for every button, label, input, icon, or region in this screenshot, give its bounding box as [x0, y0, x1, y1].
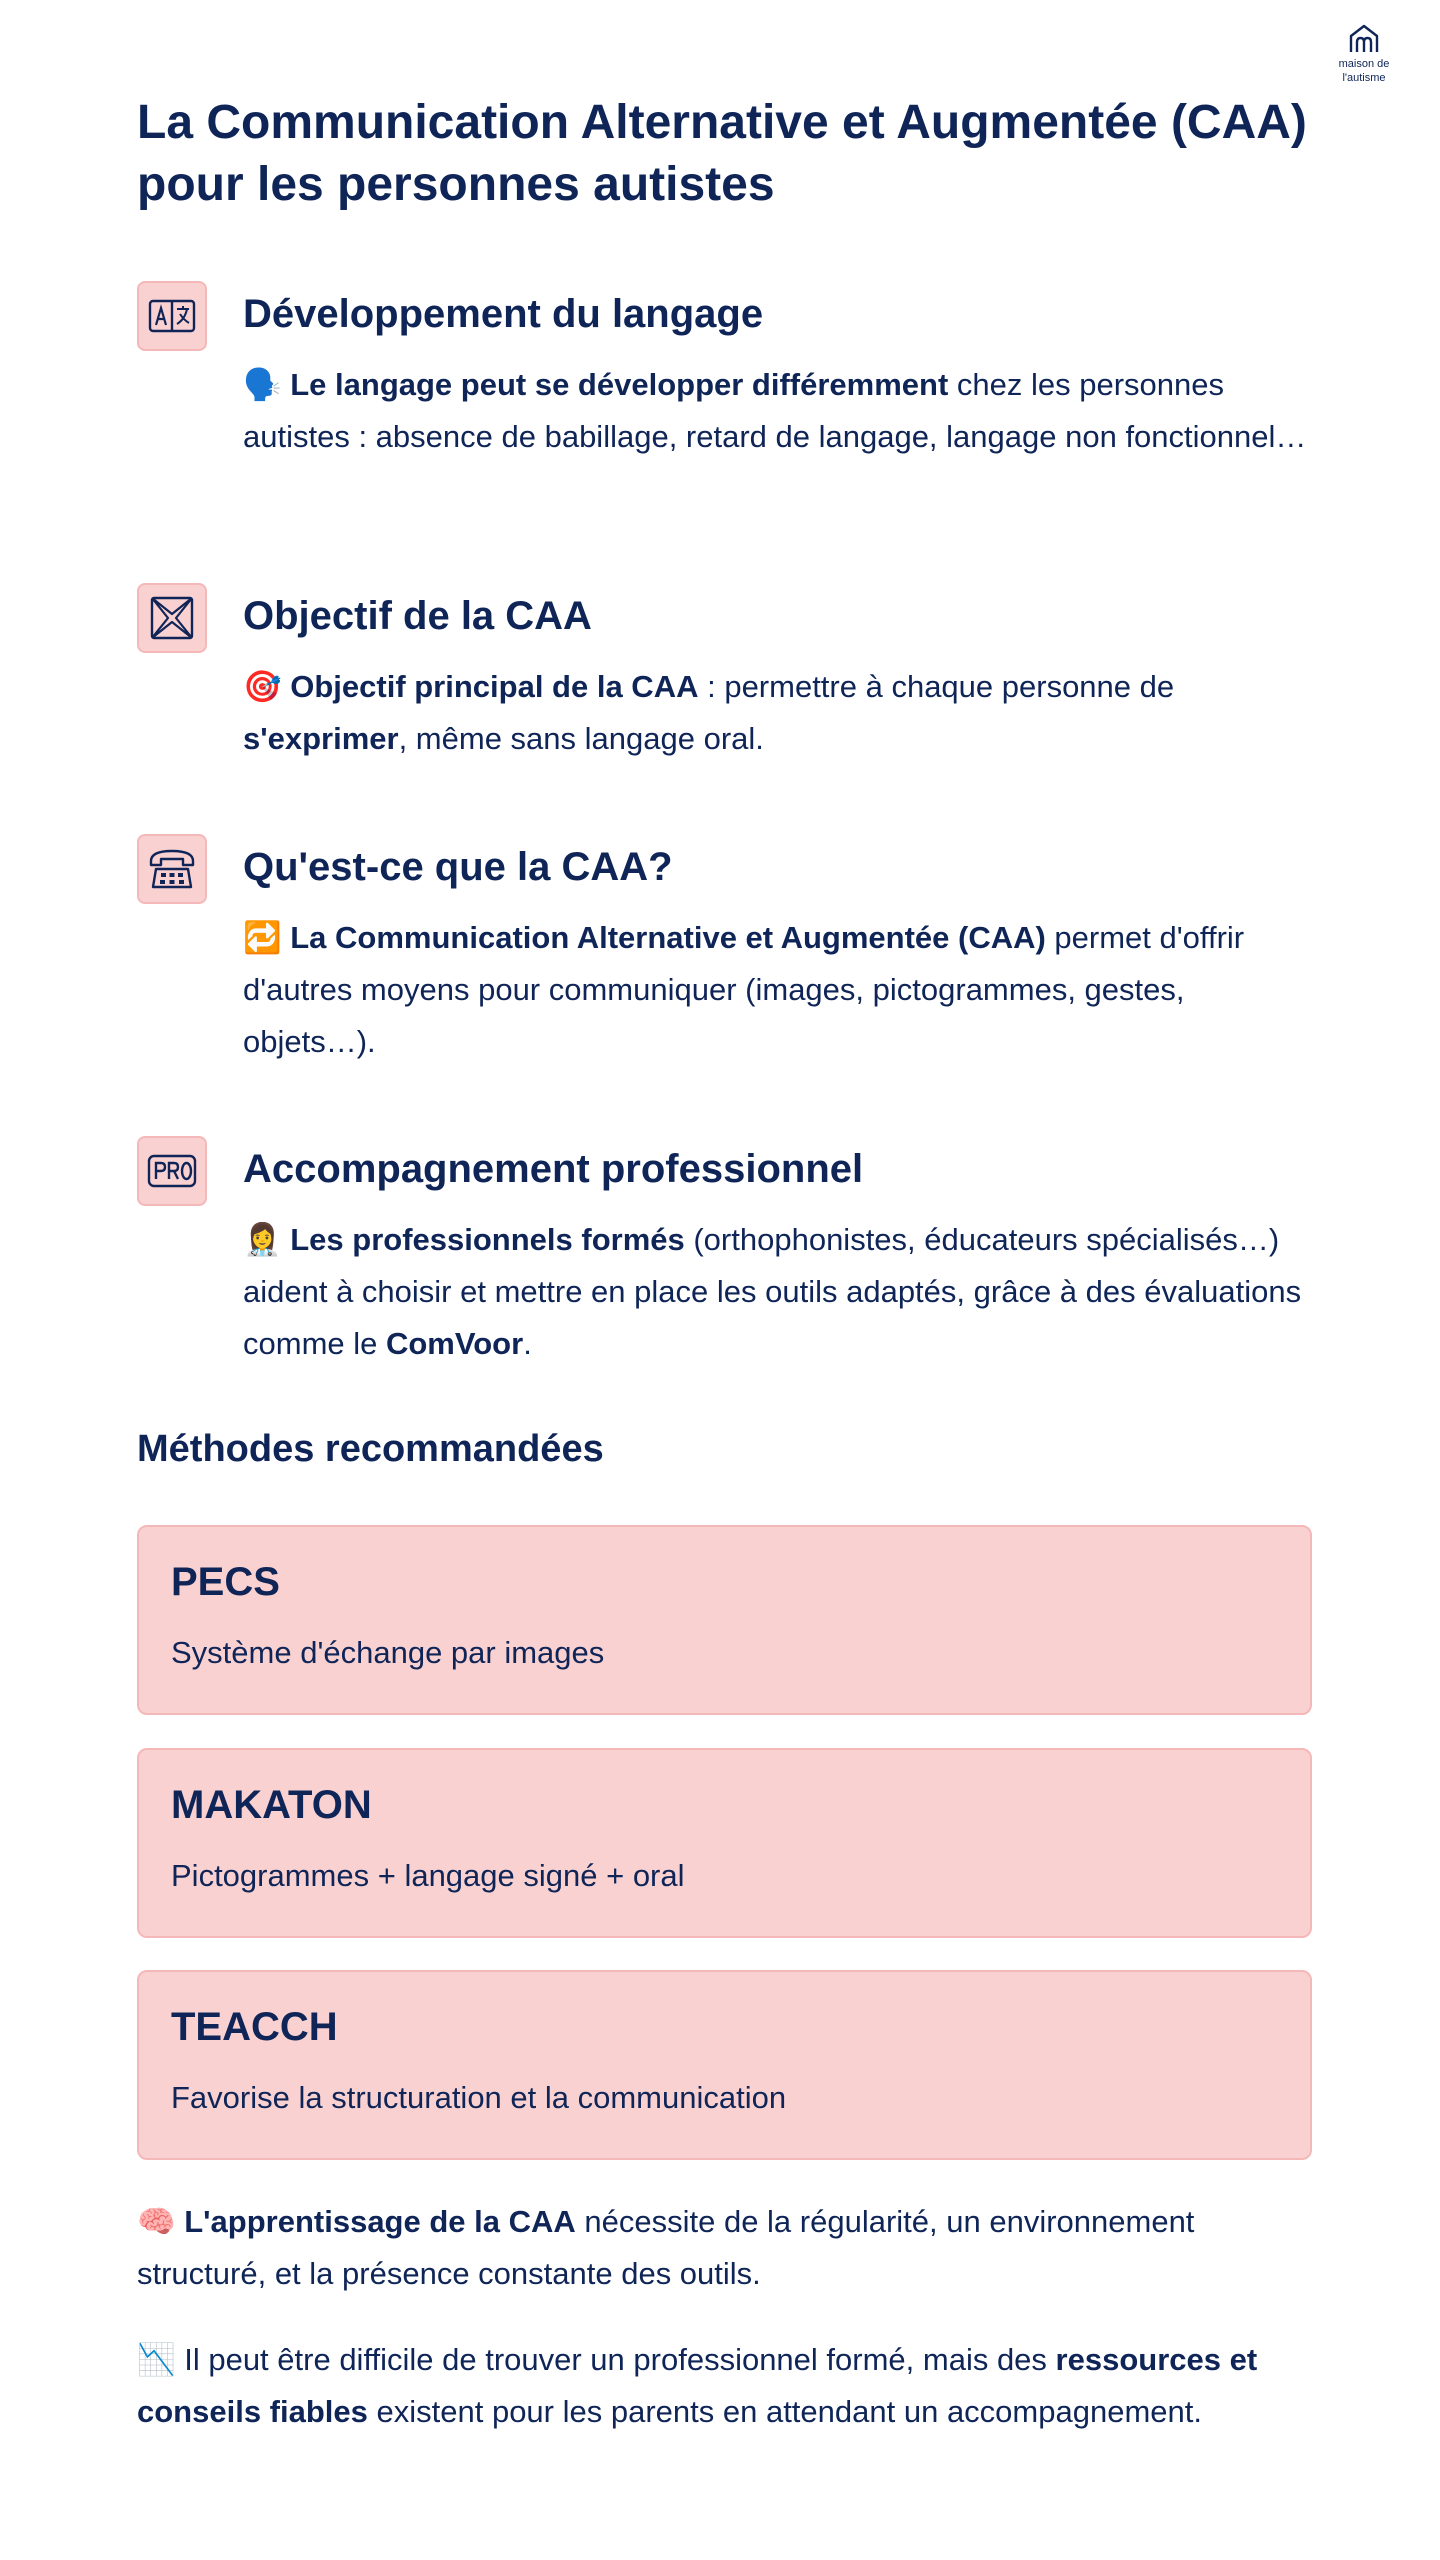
section-title: Développement du langage [243, 292, 764, 336]
section-text [243, 661, 1312, 765]
section-text-rest-2: , même sans langage oral. [398, 721, 764, 756]
section-text-rest: (orthophonistes, éducateurs spécialisés…) aident à choisir et mettre en place les outils adaptés, grâce à des évaluations comme le [243, 1222, 1302, 1361]
section-text-bold: Les professionnels formés [290, 1222, 685, 1257]
section-title: Qu'est-ce que la CAA? [243, 845, 673, 889]
section-text-bold: Objectif principal de la CAA [290, 669, 699, 704]
section-text [243, 912, 1312, 1068]
telephone-icon [137, 834, 207, 904]
section-text-bold-2: ComVoor [385, 1326, 524, 1361]
section-text-bold: Le langage peut se développer différemment [290, 367, 949, 402]
method-name: TEACCH [171, 2005, 338, 2049]
repeat-icon: 🔁 [243, 920, 282, 956]
footer-paragraph-apprentissage [137, 2196, 1312, 2300]
section-text [243, 1214, 1312, 1370]
method-card-teacch [137, 1970, 1312, 2160]
section-text-rest-2: . [523, 1326, 532, 1361]
section-text-bold: La Communication Alternative et Augmentée (CAA) [290, 920, 1046, 955]
logo [1324, 22, 1404, 84]
method-name: PECS [171, 1560, 280, 1604]
section-text [243, 359, 1312, 463]
method-card-makaton [137, 1748, 1312, 1938]
section-text-rest: : permettre à chaque personne de [698, 669, 1175, 704]
section-title: Objectif de la CAA [243, 594, 592, 638]
health-worker-icon: 👩‍⚕️ [243, 1222, 282, 1258]
footer-text: nécessite de la régularité, un environnement structuré, et la présence constante des outils. [137, 2204, 1195, 2291]
target-icon: 🎯 [243, 669, 282, 705]
logo-text-line2: l'autisme [1342, 72, 1386, 84]
brain-icon: 🧠 [137, 2204, 176, 2240]
house-logo-icon [1347, 22, 1381, 56]
translate-icon [137, 281, 207, 351]
target-cross-icon [137, 583, 207, 653]
section-title: Accompagnement professionnel [243, 1147, 864, 1191]
section-text-bold-2: s'exprimer [243, 721, 399, 756]
chart-decreasing-icon: 📉 [137, 2342, 176, 2378]
footer-text-intro: Il peut être difficile de trouver un professionnel formé, mais des [175, 2342, 1056, 2377]
logo-text-line1: maison de [1338, 58, 1390, 70]
method-description: Pictogrammes + langage signé + oral [171, 1858, 685, 1893]
methods-heading: Méthodes recommandées [137, 1428, 604, 1470]
footer-bold: ressources et conseils fiables [137, 2342, 1258, 2429]
method-name: MAKATON [171, 1783, 372, 1827]
footer-paragraph-ressources [137, 2334, 1312, 2438]
method-card-pecs [137, 1525, 1312, 1715]
footer-bold: L'apprentissage de la CAA [184, 2204, 576, 2239]
footer-text: existent pour les parents en attendant un accompagnement. [367, 2394, 1202, 2429]
speaking-head-icon: 🗣️ [243, 367, 282, 403]
method-description: Favorise la structuration et la communication [171, 2080, 787, 2115]
pro-badge-icon [137, 1136, 207, 1206]
section-text-rest: chez les personnes autistes : absence de babillage, retard de langage, langage non fonctionnel… [243, 367, 1307, 454]
page-title: La Communication Alternative et Augmentée (CAA) pour les personnes autistes [137, 96, 1307, 211]
section-text-rest: permet d'offrir d'autres moyens pour communiquer (images, pictogrammes, gestes, objets…). [243, 920, 1245, 1059]
method-description: Système d'échange par images [171, 1635, 605, 1670]
